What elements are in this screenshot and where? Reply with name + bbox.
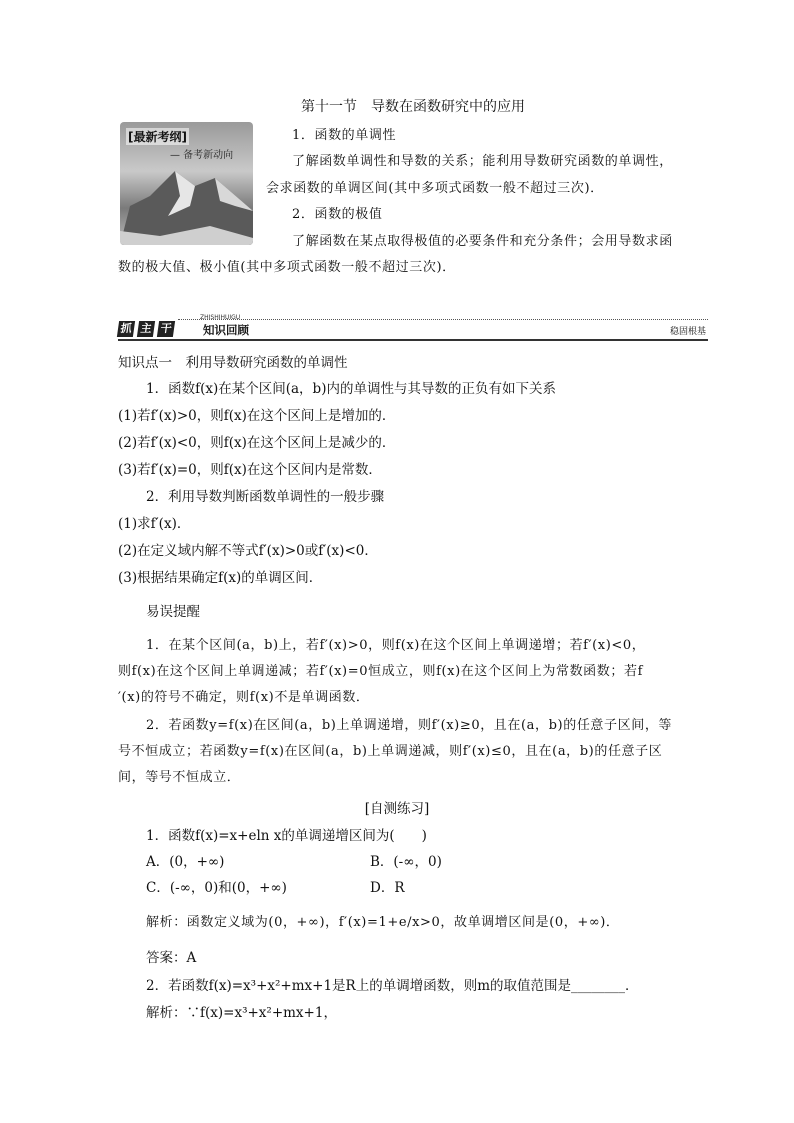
syllabus-line: 2．函数的极值 bbox=[292, 207, 383, 222]
knowledge-line: (2)在定义域内解不等式f′(x)>0或f′(x)<0． bbox=[118, 543, 378, 559]
solution-1: 解析：函数定义域为(0，+∞)，f′(x)=1+e/x>0，故单调增区间是(0，+∞)． bbox=[146, 915, 620, 930]
syllabus-line: 了解函数单调性和导数的关系；能利用导数研究函数的单调性， bbox=[292, 154, 673, 169]
practice-heading: [自测练习] bbox=[364, 801, 430, 817]
option-d: D．R bbox=[370, 880, 405, 896]
reminder-line: ′(x)的符号不确定，则f(x)不是单调函数． bbox=[118, 690, 370, 705]
knowledge-line: 2．利用导数判断函数单调性的一般步骤 bbox=[146, 489, 385, 505]
knowledge-line: (3)若f′(x)=0，则f(x)在这个区间内是常数． bbox=[118, 462, 382, 478]
option-a: A．(0，+∞) bbox=[146, 854, 225, 870]
knowledge-line: (1)求f′(x)． bbox=[118, 516, 191, 532]
reminder-line: 号不恒成立；若函数y=f(x)在区间(a，b)上单调递减，则f′(x)≤0，且在(a，b)的任意子区 bbox=[118, 744, 663, 759]
section-header-bar bbox=[118, 314, 708, 341]
knowledge-line: 1．函数f(x)在某个区间(a，b)内的单调性与其导数的正负有如下关系 bbox=[146, 381, 556, 397]
dotted-rule bbox=[178, 319, 708, 320]
syllabus-line: 会求函数的单调区间(其中多项式函数一般不超过三次)． bbox=[266, 181, 604, 196]
solution-2: 解析：∵f(x)=x³+x²+mx+1， bbox=[146, 1005, 337, 1021]
knowledge-line: (2)若f′(x)<0，则f(x)在这个区间上是减少的． bbox=[118, 435, 396, 451]
syllabus-image bbox=[120, 122, 253, 245]
reminder-line: 2．若函数y=f(x)在区间(a，b)上单调递增，则f′(x)≥0，且在(a，b)的任意子区间，等 bbox=[146, 718, 673, 733]
page-title: 第十一节 导数在函数研究中的应用 bbox=[301, 99, 525, 115]
question-1: 1．函数f(x)=x+eln x的单调递增区间为( ) bbox=[146, 828, 427, 844]
mountain-image bbox=[120, 166, 253, 245]
reminder-line: 则f(x)在这个区间上单调递减；若f′(x)=0恒成立，则f(x)在这个区间上为常数函数；若f bbox=[118, 664, 643, 679]
knowledge-line: (1)若f′(x)>0，则f(x)在这个区间上是增加的． bbox=[118, 408, 396, 424]
question-2: 2．若函数f(x)=x³+x²+mx+1是R上的单调增函数，则m的取值范围是________． bbox=[146, 978, 639, 994]
section-underline bbox=[118, 339, 708, 341]
knowledge-point-title: 知识点一 利用导数研究函数的单调性 bbox=[118, 355, 348, 371]
reminder-heading: 易误提醒 bbox=[146, 604, 200, 620]
answer-1: 答案：A bbox=[146, 950, 197, 966]
reminder-line: 间，等号不恒成立． bbox=[118, 770, 241, 785]
knowledge-line: (3)根据结果确定f(x)的单调区间． bbox=[118, 570, 323, 586]
syllabus-line: 数的极大值、极小值(其中多项式函数一般不超过三次)． bbox=[118, 260, 456, 275]
syllabus-line: 1．函数的单调性 bbox=[292, 128, 397, 143]
reminder-line: 1．在某个区间(a，b)上，若f′(x)>0，则f(x)在这个区间上单调递增；若f′(x)<0， bbox=[146, 638, 646, 653]
section-label: 知识回顾 bbox=[203, 323, 249, 337]
section-char: 抓 bbox=[117, 321, 135, 337]
option-b: B．(-∞，0) bbox=[370, 854, 442, 870]
syllabus-subtag: — 备考新动向 bbox=[170, 150, 234, 161]
syllabus-line: 了解函数在某点取得极值的必要条件和充分条件；会用导数求函 bbox=[292, 234, 673, 249]
syllabus-tag: [最新考纲] bbox=[128, 130, 187, 144]
section-pinyin: ZHISHIHUIGU bbox=[200, 314, 241, 321]
section-right-label: 稳固根基 bbox=[669, 327, 706, 337]
section-char: 主 bbox=[137, 321, 155, 337]
section-char: 干 bbox=[157, 321, 175, 337]
option-c: C．(-∞，0)和(0，+∞) bbox=[146, 880, 287, 896]
